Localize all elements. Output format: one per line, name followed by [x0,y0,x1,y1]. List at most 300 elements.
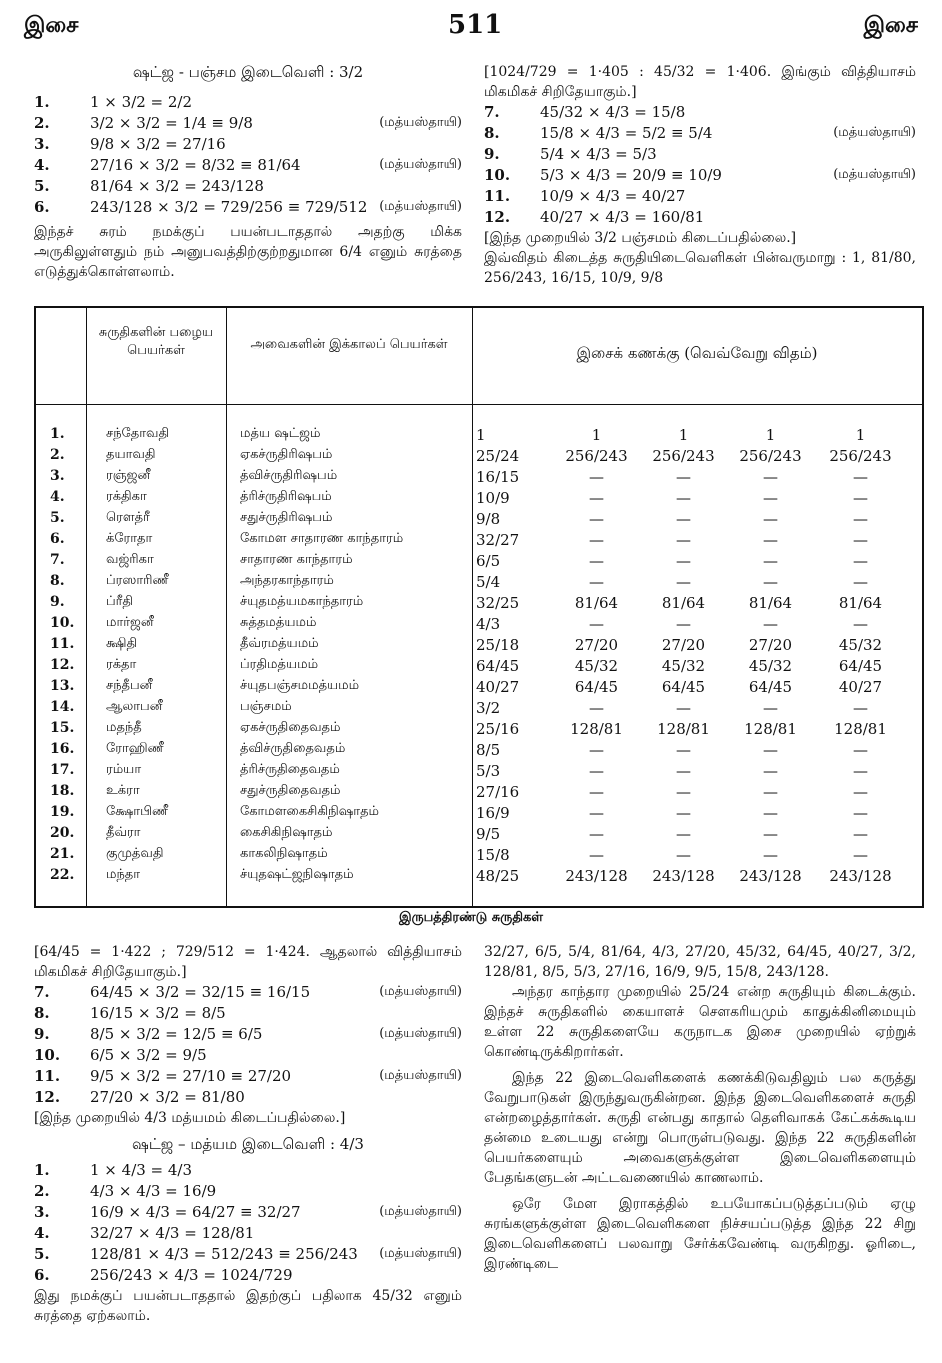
ratio-value-cell: — [676,804,691,822]
table-row [36,804,922,825]
ratio-value-cell: 81/64 [748,594,793,612]
ratio-value-cell: — [589,531,604,549]
paragraph: இந்த 22 இடைவெளிகளைக் கணக்கிடுவதிலும் பல கருத்து வேறுபாடுகள் இருந்துவருகின்றன. இந்த இடைவெளிகளைச் சுருதி என்றழைத்தார்கள். சுருதி என்பது காதால் தெளிவாகக் கேட்கக்கூடிய தன்மை உடையது என்று பொருள்படுவது. இந்த 22 சுருதிகளின் பெயர்களையும் அவைகளுக்குள்ள இடைவெளிகளையும் பேதங்களுடன் அட்டவணையில் காணலாம். [484,1070,916,1186]
ratio-value-cell: — [853,825,868,843]
ratio-value-cell: 64/45 [574,678,619,696]
ratio-value-cell: 64/45 [838,657,883,675]
ratio-expression: 4/3 × 4/3 = 16/9 [90,1182,217,1200]
row-number: 6. [50,531,65,547]
modern-sruti-name: கோமள சாதாரண காந்தாரம் [240,531,404,546]
ratio-value-cell: 16/15 [476,468,520,486]
ratio-sequence: 32/27, 6/5, 5/4, 81/64, 4/3, 27/20, 45/32, 64/45, 40/27, 3/2, 128/81, 8/5, 5/3, 27/16, 16/9, 9/5, 15/8, 243/128. [484,944,916,980]
ratio-value-cell: — [763,468,778,486]
modern-sruti-name: ஏகச்ருதிரிஷபம் [240,447,333,462]
modern-sruti-name: கோமளகைசிகிநிஷாதம் [240,804,380,819]
ratio-row [484,207,916,228]
ratio-list [34,1160,462,1286]
ratio-row [34,1160,462,1181]
row-number: 4. [34,156,50,174]
ratio-value-cell: 256/243 [565,447,628,465]
ratio-value-cell: 243/128 [565,867,628,885]
ratio-value-cell: — [853,489,868,507]
ratio-value-cell: 45/32 [661,657,706,675]
ratio-value-cell: 1 [591,426,602,444]
table-row [36,720,922,741]
ratio-value-cell: — [853,762,868,780]
table-row [36,510,922,531]
ratio-value-cell: 128/81 [744,720,797,738]
section-title: ஷட்ஜ - பஞ்சம இடைவெளி : 3/2 [132,63,364,81]
ratio-value-cell: — [589,489,604,507]
row-number: 1. [34,93,50,111]
ratio-value-cell: — [676,741,691,759]
modern-sruti-name: த்விச்ருதிரிஷபம் [240,468,338,483]
row-number: 6. [34,198,50,216]
ratio-expression: 9/5 × 3/2 = 27/10 ≡ 27/20 [90,1067,292,1085]
old-sruti-name: தயாவதி [106,447,156,462]
ratio-value-cell: 1 [678,426,689,444]
table-row [36,489,922,510]
row-number: 2. [50,447,65,463]
bracket-note: [இந்த முறையில் 4/3 மத்யமம் கிடைப்பதில்லை.] [34,1110,346,1126]
ratio-expression: 32/27 × 4/3 = 128/81 [90,1224,255,1242]
ratio-value-cell: — [589,804,604,822]
ratio-value-cell: 9/5 [476,825,501,843]
ratio-row [34,1202,462,1223]
ratio-value-cell: — [589,846,604,864]
ratio-value-cell: — [589,741,604,759]
ratio-value-cell: 40/27 [838,678,883,696]
ratio-row [34,134,462,155]
ratio-expression: 16/9 × 4/3 = 64/27 ≡ 32/27 [90,1203,301,1221]
ratio-value-cell: — [763,741,778,759]
old-sruti-name: க்ஷோபிணீ [106,804,168,819]
ratio-value-cell: 45/32 [838,636,883,654]
ratio-expression: 10/9 × 4/3 = 40/27 [540,187,686,205]
ratio-expression: 8/5 × 3/2 = 12/5 ≡ 6/5 [90,1025,263,1043]
ratio-value-cell: — [676,489,691,507]
ratio-value-cell: — [589,468,604,486]
row-number: 7. [50,552,65,568]
table-row [36,468,922,489]
ratio-value-cell: — [853,783,868,801]
row-number: 4. [34,1224,50,1242]
row-number: 17. [50,762,75,778]
modern-sruti-name: சதுச்ருதிரிஷபம் [240,510,333,525]
ratio-value-cell: 64/45 [661,678,706,696]
ratio-expression: 9/8 × 3/2 = 27/16 [90,135,226,153]
ratio-row [34,113,462,134]
ratio-value-cell: — [763,552,778,570]
row-number: 12. [34,1088,61,1106]
row-note: (மத்யஸ்தாயி) [379,984,462,999]
old-sruti-name: உக்ரா [106,783,140,798]
ratio-value-cell: — [589,699,604,717]
bracket-note: [இந்த முறையில் 3/2 பஞ்சமம் கிடைப்பதில்லை.] [484,230,797,246]
ratio-expression: 6/5 × 3/2 = 9/5 [90,1046,207,1064]
old-sruti-name: மார்ஜனீ [106,615,154,630]
row-note: (மத்யஸ்தாயி) [379,1026,462,1041]
ratio-row [34,1265,462,1286]
header-new-names: அவைகளின் இக்காலப் பெயர்கள் [250,337,448,352]
row-number: 7. [34,983,50,1001]
modern-sruti-name: மத்ய ஷட்ஜம் [240,426,321,441]
ratio-list [34,92,462,218]
ratio-value-cell: 27/20 [574,636,619,654]
ratio-value-cell: 243/128 [739,867,802,885]
row-number: 14. [50,699,75,715]
row-number: 5. [50,510,65,526]
row-number: 22. [50,867,75,883]
ratio-value-cell: 5/3 [476,762,501,780]
modern-sruti-name: காகலிநிஷாதம் [240,846,328,861]
ratio-expression: 1 × 4/3 = 4/3 [90,1161,193,1179]
row-number: 7. [484,103,500,121]
ratio-value-cell: — [589,825,604,843]
table-row [36,447,922,468]
modern-sruti-name: த்ரிச்ருதிதைவதம் [240,762,340,777]
table-row [36,657,922,678]
ratio-list [484,102,916,228]
table-row [36,594,922,615]
header-old-names: சுருதிகளின் பழைய பெயர்கள் [98,325,214,358]
ratio-value-cell: — [763,804,778,822]
ratio-expression: 81/64 × 3/2 = 243/128 [90,177,264,195]
old-sruti-name: மதந்தீ [106,720,142,735]
ratio-row [34,1087,462,1108]
row-number: 11. [34,1067,61,1085]
row-number: 18. [50,783,75,799]
old-sruti-name: குமுத்வதி [106,846,164,861]
ratio-value-cell: 81/64 [574,594,619,612]
row-number: 15. [50,720,75,736]
modern-sruti-name: கைசிகிநிஷாதம் [240,825,333,840]
modern-sruti-name: சதுச்ருதிதைவதம் [240,783,341,798]
ratio-value-cell: 1 [476,426,486,444]
ratio-expression: 27/16 × 3/2 = 8/32 ≡ 81/64 [90,156,301,174]
table-row [36,426,922,447]
old-sruti-name: ரௌத்ரீ [106,510,150,525]
row-number: 9. [34,1025,50,1043]
ratio-value-cell: — [763,783,778,801]
ratio-expression: 1 × 3/2 = 2/2 [90,93,193,111]
ratio-value-cell: 27/20 [748,636,793,654]
row-number: 20. [50,825,75,841]
ratio-row [34,1066,462,1087]
ratio-value-cell: 64/45 [476,657,520,675]
modern-sruti-name: த்ரிச்ருதிரிஷபம் [240,489,332,504]
ratio-expression: 64/45 × 3/2 = 32/15 ≡ 16/15 [90,983,311,1001]
ratio-value-cell: 3/2 [476,699,501,717]
sruti-table [34,306,924,908]
ratio-value-cell: 1 [765,426,776,444]
row-number: 1. [34,1161,50,1179]
right-top-section [484,62,916,288]
modern-sruti-name: ச்யுதமத்யமகாந்தாரம் [240,594,364,609]
ratio-row [34,1223,462,1244]
table-row [36,615,922,636]
row-number: 11. [484,187,511,205]
table-row [36,552,922,573]
row-note: (மத்யஸ்தாயி) [379,115,462,130]
ratio-value-cell: — [853,552,868,570]
ratio-value-cell: — [853,615,868,633]
ratio-expression: 16/15 × 3/2 = 8/5 [90,1004,226,1022]
ratio-row [34,1003,462,1024]
header-right-title: இசை [863,12,918,38]
row-number: 19. [50,804,75,820]
ratio-row [484,144,916,165]
ratio-value-cell: — [676,615,691,633]
table-header-divider [36,404,922,405]
row-number: 6. [34,1266,50,1284]
ratio-value-cell: — [853,468,868,486]
ratio-value-cell: 8/5 [476,741,501,759]
modern-sruti-name: ப்ரதிமத்யமம் [240,657,319,672]
table-row [36,573,922,594]
bracket-note: [1024/729 = 1·405 : 45/32 = 1·406. இங்கும் வித்தியாசம் மிகமிகச் சிறிதேயாகும்.] [484,64,916,100]
ratio-value-cell: 27/16 [476,783,520,801]
row-number: 9. [484,145,500,163]
row-number: 12. [484,208,511,226]
ratio-value-cell: 256/243 [739,447,802,465]
ratio-value-cell: 6/5 [476,552,501,570]
paragraph: இந்தச் சுரம் நமக்குப் பயன்படாததால் அதற்கு மிக்க அருகிலுள்ளதும் நம் அனுபவத்திற்குற்றதுமான 6/4 எனும் சுரத்தை எடுத்துக்கொள்ளலாம். [34,224,462,280]
row-number: 5. [34,177,50,195]
row-number: 2. [34,1182,50,1200]
row-number: 5. [34,1245,50,1263]
modern-sruti-name: ஏகச்ருதிதைவதம் [240,720,341,735]
ratio-value-cell: 25/16 [476,720,520,738]
ratio-value-cell: 32/25 [476,594,520,612]
paragraph: இவ்விதம் கிடைத்த சுருதியிடைவெளிகள் பின்வருமாறு : 1, 81/80, 256/243, 16/15, 10/9, 9/8 [484,250,916,286]
row-note: (மத்யஸ்தாயி) [379,1068,462,1083]
row-number: 2. [34,114,50,132]
ratio-expression: 45/32 × 4/3 = 15/8 [540,103,686,121]
modern-sruti-name: தீவ்ரமத்யமம் [240,636,319,651]
table-row [36,825,922,846]
header-left-title: இசை [24,12,79,38]
row-note: (மத்யஸ்தாயி) [379,157,462,172]
ratio-value-cell: — [676,552,691,570]
ratio-value-cell: — [676,783,691,801]
table-row [36,762,922,783]
ratio-value-cell: 16/9 [476,804,510,822]
header-calculation: இசைக் கணக்கு (வெவ்வேறு விதம்) [576,344,818,362]
ratio-value-cell: 1 [855,426,866,444]
ratio-value-cell: — [676,699,691,717]
ratio-row [34,197,462,218]
ratio-expression: 256/243 × 4/3 = 1024/729 [90,1266,293,1284]
ratio-expression: 27/20 × 3/2 = 81/80 [90,1088,245,1106]
ratio-value-cell: — [589,573,604,591]
old-sruti-name: க்ஷிதி [106,636,138,651]
table-row [36,846,922,867]
ratio-value-cell: 45/32 [748,657,793,675]
ratio-value-cell: 128/81 [570,720,623,738]
row-number: 10. [50,615,75,631]
ratio-value-cell: 32/27 [476,531,520,549]
right-bottom-section [484,942,916,1274]
ratio-value-cell: — [763,510,778,528]
row-number: 16. [50,741,75,757]
table-row [36,783,922,804]
old-sruti-name: ரோஹிணீ [106,741,164,756]
row-number: 9. [50,594,65,610]
row-number: 8. [484,124,500,142]
table-row [36,699,922,720]
modern-sruti-name: பஞ்சமம் [240,699,292,714]
ratio-value-cell: — [676,510,691,528]
ratio-value-cell: 10/9 [476,489,510,507]
old-sruti-name: சந்தீபனீ [106,678,153,693]
section-title: ஷட்ஜ – மத்யம இடைவெளி : 4/3 [132,1135,364,1153]
table-row [36,531,922,552]
ratio-value-cell: — [853,510,868,528]
ratio-value-cell: — [763,531,778,549]
ratio-value-cell: — [853,804,868,822]
ratio-value-cell: 40/27 [476,678,520,696]
left-bottom-section [34,942,462,1326]
ratio-value-cell: — [589,762,604,780]
row-number: 1. [50,426,65,442]
old-sruti-name: ப்ரீதி [106,594,134,609]
bracket-note: [64/45 = 1·422 ; 729/512 = 1·424. ஆதலால் வித்தியாசம் மிகமிகச் சிறிதேயாகும்.] [34,944,462,980]
ratio-expression: 5/3 × 4/3 = 20/9 ≡ 10/9 [540,166,722,184]
ratio-row [34,155,462,176]
modern-sruti-name: த்விச்ருதிதைவதம் [240,741,346,756]
ratio-value-cell: 48/25 [476,867,520,885]
ratio-value-cell: — [763,825,778,843]
ratio-value-cell: 243/128 [652,867,715,885]
ratio-expression: 128/81 × 4/3 = 512/243 ≡ 256/243 [90,1245,358,1263]
ratio-expression: 3/2 × 3/2 = 1/4 ≡ 9/8 [90,114,253,132]
ratio-row [34,1181,462,1202]
table-row [36,741,922,762]
modern-sruti-name: சுத்தமத்யமம் [240,615,317,630]
ratio-value-cell: — [676,573,691,591]
ratio-value-cell: 45/32 [574,657,619,675]
ratio-value-cell: 4/3 [476,615,501,633]
ratio-value-cell: — [763,615,778,633]
ratio-value-cell: — [853,741,868,759]
table-caption: இருபத்திரண்டு சுருதிகள் [398,910,544,925]
table-row [36,678,922,699]
row-number: 8. [50,573,65,589]
row-note: (மத்யஸ்தாயி) [833,125,916,140]
paragraph: ஒரே மேள இராகத்தில் உபயோகப்படுத்தப்படும் ஏழு சுரங்களுக்குள்ள இடைவெளிகளை நிச்சயப்படுத்த இந்த 22 சிறு இடைவெளிகளைப் பலவாறு சேர்க்கவேண்டி வருகிறது. ஓரிடை, இரண்டிடை [484,1196,916,1272]
ratio-row [484,165,916,186]
ratio-value-cell: 256/243 [829,447,892,465]
ratio-expression: 40/27 × 4/3 = 160/81 [540,208,705,226]
old-sruti-name: ரக்தா [106,657,137,672]
ratio-value-cell: — [676,468,691,486]
ratio-value-cell: — [676,825,691,843]
ratio-value-cell: 81/64 [661,594,706,612]
ratio-value-cell: — [853,699,868,717]
ratio-value-cell: — [763,573,778,591]
row-number: 10. [34,1046,61,1064]
ratio-row [34,1024,462,1045]
ratio-value-cell: 5/4 [476,573,501,591]
ratio-value-cell: — [853,573,868,591]
ratio-value-cell: — [589,615,604,633]
old-sruti-name: ரஞ்ஜனீ [106,468,151,483]
table-row [36,636,922,657]
ratio-row [34,1244,462,1265]
ratio-value-cell: — [763,489,778,507]
ratio-row [484,186,916,207]
ratio-value-cell: 81/64 [838,594,883,612]
ratio-value-cell: — [853,531,868,549]
row-note: (மத்யஸ்தாயி) [379,1204,462,1219]
ratio-row [484,102,916,123]
ratio-value-cell: 15/8 [476,846,510,864]
ratio-value-cell: — [763,699,778,717]
ratio-value-cell: 25/24 [476,447,520,465]
ratio-value-cell: 128/81 [657,720,710,738]
ratio-value-cell: — [676,846,691,864]
row-number: 10. [484,166,511,184]
ratio-expression: 15/8 × 4/3 = 5/2 ≡ 5/4 [540,124,713,142]
ratio-row [34,176,462,197]
ratio-row [34,92,462,113]
row-note: (மத்யஸ்தாயி) [379,199,462,214]
row-number: 4. [50,489,65,505]
table-row [36,867,922,888]
row-number: 11. [50,636,75,652]
modern-sruti-name: ச்யுதபஞ்சமமத்யமம் [240,678,360,693]
modern-sruti-name: சாதாரண காந்தாரம் [240,552,353,567]
ratio-value-cell: 9/8 [476,510,501,528]
ratio-value-cell: — [589,510,604,528]
ratio-value-cell: — [676,531,691,549]
row-number: 13. [50,678,75,694]
row-number: 21. [50,846,75,862]
row-note: (மத்யஸ்தாயி) [379,1246,462,1261]
ratio-value-cell: — [589,552,604,570]
old-sruti-name: ஆலாபனீ [106,699,163,714]
ratio-expression: 243/128 × 3/2 = 729/256 ≡ 729/512 [90,198,368,216]
modern-sruti-name: ச்யுதஷட்ஜநிஷாதம் [240,867,354,882]
paragraph: இது நமக்குப் பயன்படாததால் இதற்குப் பதிலாக 45/32 எனும் சுரத்தை ஏற்கலாம். [34,1288,462,1324]
page-number: 511 [448,10,503,40]
ratio-row [484,123,916,144]
old-sruti-name: சந்தோவதி [106,426,170,441]
ratio-expression: 5/4 × 4/3 = 5/3 [540,145,657,163]
ratio-value-cell: 64/45 [748,678,793,696]
row-number: 3. [34,135,50,153]
ratio-value-cell: 27/20 [661,636,706,654]
row-number: 12. [50,657,75,673]
ratio-row [34,982,462,1003]
ratio-value-cell: — [853,846,868,864]
paragraph: அந்தர காந்தார முறையில் 25/24 என்ற சுருதியும் கிடைக்கும். இந்தச் சுருதிகளில் கையாளச் சௌகரியமும் காதுக்கினிமையும் உள்ள 22 சுருதிகளையே கருநாடக இசை முறையில் ஏற்றுக் கொண்டிருக்கிறார்கள். [484,984,916,1060]
ratio-row [34,1045,462,1066]
old-sruti-name: ப்ரஸாரிணீ [106,573,169,588]
ratio-value-cell: — [676,762,691,780]
old-sruti-name: மந்தா [106,867,141,882]
old-sruti-name: வஜ்ரிகா [106,552,154,567]
ratio-value-cell: — [763,846,778,864]
ratio-value-cell: 25/18 [476,636,520,654]
modern-sruti-name: அந்தரகாந்தாரம் [240,573,334,588]
old-sruti-name: ரம்யா [106,762,142,777]
row-number: 3. [50,468,65,484]
ratio-value-cell: 256/243 [652,447,715,465]
ratio-value-cell: — [763,762,778,780]
left-top-section [34,62,462,282]
